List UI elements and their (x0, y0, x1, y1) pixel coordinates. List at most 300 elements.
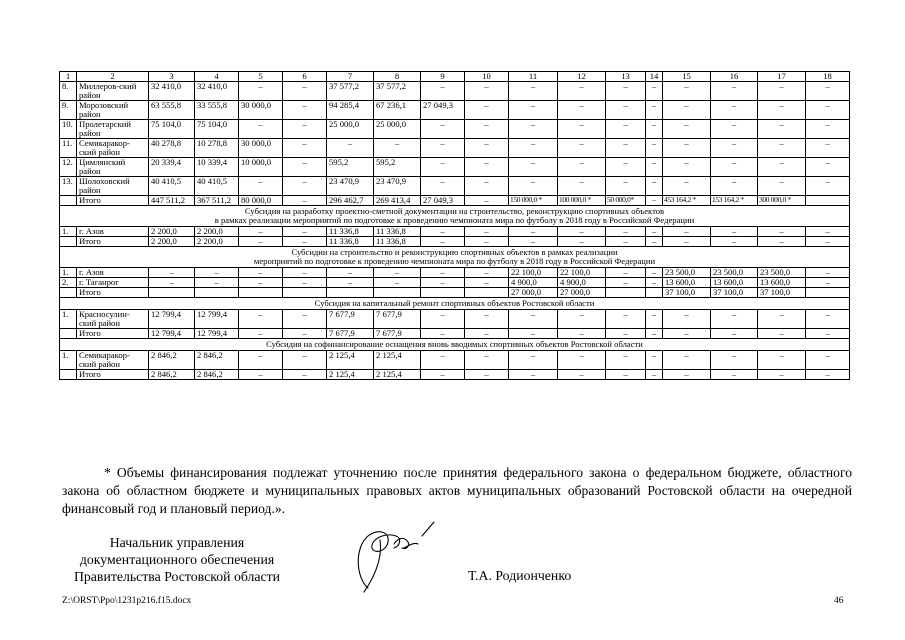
amount-cell: – (283, 278, 327, 288)
section-title (60, 298, 850, 310)
handwritten-signature (338, 518, 448, 598)
amount-cell: – (283, 82, 327, 101)
amount-cell: 10 339,4 (195, 158, 239, 177)
amount-cell: 11 336,8 (374, 227, 421, 237)
amount-cell: – (421, 177, 465, 196)
amount-cell: 22 100,0 (509, 268, 558, 278)
amount-cell: – (646, 268, 663, 278)
amount-cell: 2 200,0 (195, 237, 239, 247)
amount-cell: 296 462,7 (327, 196, 374, 206)
amount-cell: – (663, 82, 711, 101)
amount-cell: – (711, 101, 758, 120)
amount-cell: – (806, 237, 850, 247)
table-row (60, 278, 850, 288)
row-number-cell: 10. (60, 120, 77, 139)
amount-cell: – (558, 139, 606, 158)
amount-cell: 11 336,8 (327, 227, 374, 237)
amount-cell: – (509, 158, 558, 177)
amount-cell: – (465, 237, 509, 247)
amount-cell: – (711, 139, 758, 158)
amount-cell: – (374, 139, 421, 158)
municipality-cell: Итого (77, 329, 149, 339)
municipality-cell: г. Азов (77, 227, 149, 237)
amount-cell: 153 164,2 * (711, 196, 758, 206)
amount-cell: 10 000,0 (239, 158, 283, 177)
amount-cell (283, 288, 327, 298)
amount-cell: 27 000,0 (558, 288, 606, 298)
amount-cell: 94 285,4 (327, 101, 374, 120)
row-number-cell (60, 288, 77, 298)
amount-cell: – (646, 101, 663, 120)
section-title (60, 206, 850, 227)
municipality-cell: Итого (77, 237, 149, 247)
amount-cell: – (663, 158, 711, 177)
amount-cell: – (465, 370, 509, 380)
amount-cell: – (509, 227, 558, 237)
amount-cell: – (606, 139, 646, 158)
column-number: 7 (327, 72, 374, 82)
amount-cell: – (606, 351, 646, 370)
amount-cell: – (239, 278, 283, 288)
amount-cell: – (327, 278, 374, 288)
amount-cell: 20 339,4 (149, 158, 195, 177)
amount-cell: – (646, 196, 663, 206)
page-number: 46 (834, 596, 844, 606)
row-number-cell: 2. (60, 278, 77, 288)
file-path: Z:\ORST\Ppo\1231p216.f15.docx (62, 596, 192, 606)
amount-cell: – (758, 82, 806, 101)
amount-cell: – (711, 237, 758, 247)
amount-cell: – (239, 177, 283, 196)
amount-cell: 32 410,0 (195, 82, 239, 101)
amount-cell: – (663, 351, 711, 370)
amount-cell: – (646, 237, 663, 247)
amount-cell: – (421, 139, 465, 158)
amount-cell: – (327, 139, 374, 158)
table-row (60, 288, 850, 298)
amount-cell (327, 288, 374, 298)
amount-cell: – (421, 278, 465, 288)
amount-cell: – (283, 310, 327, 329)
amount-cell: 37 577,2 (374, 82, 421, 101)
column-number: 18 (806, 72, 850, 82)
amount-cell: 269 413,4 (374, 196, 421, 206)
amount-cell: – (239, 237, 283, 247)
table-row (60, 310, 850, 329)
amount-cell: – (509, 351, 558, 370)
amount-cell (374, 288, 421, 298)
footnote (62, 464, 852, 518)
section-title-row (60, 247, 850, 268)
amount-cell: – (239, 370, 283, 380)
amount-cell: 13 600,0 (663, 278, 711, 288)
amount-cell: 63 555,8 (149, 101, 195, 120)
column-number: 8 (374, 72, 421, 82)
section-title-line: Субсидия на капитальный ремонт спортивных объектов Ростовской области (314, 298, 595, 309)
amount-cell: – (758, 227, 806, 237)
amount-cell: – (283, 101, 327, 120)
amount-cell: 67 236,1 (374, 101, 421, 120)
column-number: 11 (509, 72, 558, 82)
amount-cell: 11 336,8 (374, 237, 421, 247)
table-row (60, 268, 850, 278)
amount-cell: – (465, 177, 509, 196)
amount-cell: 37 577,2 (327, 82, 374, 101)
amount-cell: – (663, 139, 711, 158)
amount-cell: – (663, 101, 711, 120)
amount-cell: – (283, 370, 327, 380)
amount-cell: – (558, 227, 606, 237)
amount-cell: – (806, 310, 850, 329)
amount-cell: – (663, 227, 711, 237)
amount-cell: – (558, 351, 606, 370)
table-row (60, 237, 850, 247)
amount-cell: 12 799,4 (149, 329, 195, 339)
amount-cell: 50 000,0* (606, 196, 646, 206)
amount-cell: – (758, 310, 806, 329)
section-title (60, 339, 850, 351)
amount-cell: – (606, 329, 646, 339)
amount-cell: 7 677,9 (327, 329, 374, 339)
column-number: 6 (283, 72, 327, 82)
amount-cell: 100 000,0 * (558, 196, 606, 206)
amount-cell: – (606, 227, 646, 237)
amount-cell: – (558, 82, 606, 101)
amount-cell: – (374, 268, 421, 278)
amount-cell: – (465, 310, 509, 329)
section-title-line: Субсидия на софинансирование оснащения вновь вводимых спортивных объектов Ростовской области (266, 339, 643, 350)
municipality-cell: Шолоховский район (77, 177, 149, 196)
column-number: 12 (558, 72, 606, 82)
section-title-line: Субсидия на разработку проектно-сметной документации на строительство, реконструкцию спортивных объектов (244, 206, 665, 217)
amount-cell: 23 470,9 (327, 177, 374, 196)
amount-cell: – (806, 351, 850, 370)
amount-cell: – (711, 370, 758, 380)
amount-cell: 2 200,0 (149, 237, 195, 247)
table-row (60, 139, 850, 158)
amount-cell: – (711, 177, 758, 196)
amount-cell: – (465, 278, 509, 288)
amount-cell: 150 000,0 * (509, 196, 558, 206)
amount-cell: – (283, 196, 327, 206)
amount-cell: 2 846,2 (195, 351, 239, 370)
amount-cell: – (711, 158, 758, 177)
row-number-cell: 9. (60, 101, 77, 120)
column-number: 1 (60, 72, 77, 82)
amount-cell: – (711, 351, 758, 370)
section-title-line: Субсидии на строительство и реконструкцию спортивных объектов в рамках реализации (291, 247, 618, 258)
amount-cell: – (663, 310, 711, 329)
signatory-title (62, 534, 292, 585)
column-number: 15 (663, 72, 711, 82)
amount-cell: – (646, 329, 663, 339)
amount-cell: – (606, 268, 646, 278)
table-row (60, 158, 850, 177)
amount-cell: 7 677,9 (374, 329, 421, 339)
amount-cell: 4 900,0 (509, 278, 558, 288)
amount-cell: – (758, 370, 806, 380)
amount-cell: – (239, 351, 283, 370)
section-title-row (60, 339, 850, 351)
amount-cell: – (806, 278, 850, 288)
amount-cell: – (465, 158, 509, 177)
municipality-cell: Морозовский район (77, 101, 149, 120)
amount-cell: – (421, 158, 465, 177)
amount-cell: – (758, 120, 806, 139)
amount-cell: – (374, 278, 421, 288)
amount-cell: 33 555,8 (195, 101, 239, 120)
amount-cell: – (558, 310, 606, 329)
amount-cell: – (646, 139, 663, 158)
amount-cell: – (421, 268, 465, 278)
amount-cell: 2 125,4 (374, 351, 421, 370)
row-number-cell (60, 370, 77, 380)
amount-cell: – (283, 120, 327, 139)
amount-cell: – (327, 268, 374, 278)
amount-cell (646, 288, 663, 298)
amount-cell: – (558, 237, 606, 247)
amount-cell: – (149, 278, 195, 288)
amount-cell: 23 470,9 (374, 177, 421, 196)
municipality-cell: Пролетарский район (77, 120, 149, 139)
amount-cell: – (421, 329, 465, 339)
amount-cell: – (465, 329, 509, 339)
amount-cell: – (421, 310, 465, 329)
amount-cell: – (465, 120, 509, 139)
section-title-line: мероприятий по подготовке к проведению чемпионата мира по футболу в 2018 году в Российской Федерации (253, 256, 656, 267)
row-number-cell (60, 237, 77, 247)
amount-cell: 595,2 (327, 158, 374, 177)
amount-cell: – (509, 120, 558, 139)
amount-cell: 11 336,8 (327, 237, 374, 247)
amount-cell: – (663, 120, 711, 139)
amount-cell: 2 846,2 (149, 370, 195, 380)
amount-cell: – (758, 237, 806, 247)
amount-cell: – (646, 278, 663, 288)
row-number-cell: 8. (60, 82, 77, 101)
municipality-cell: Семикаракор-ский район (77, 139, 149, 158)
row-number-cell: 1. (60, 310, 77, 329)
amount-cell: – (606, 158, 646, 177)
amount-cell: – (239, 120, 283, 139)
amount-cell: – (195, 278, 239, 288)
amount-cell: – (663, 237, 711, 247)
amount-cell: – (465, 227, 509, 237)
amount-cell: 367 511,2 (195, 196, 239, 206)
amount-cell: – (239, 227, 283, 237)
amount-cell: – (758, 177, 806, 196)
table-row (60, 329, 850, 339)
amount-cell: 13 600,0 (758, 278, 806, 288)
amount-cell: 4 900,0 (558, 278, 606, 288)
amount-cell (806, 196, 850, 206)
amount-cell: – (806, 268, 850, 278)
municipality-cell: г. Таганрог (77, 278, 149, 288)
amount-cell: 12 799,4 (149, 310, 195, 329)
amount-cell: – (239, 268, 283, 278)
amount-cell: – (465, 268, 509, 278)
municipality-cell: Цимлянский район (77, 158, 149, 177)
amount-cell: – (239, 310, 283, 329)
amount-cell: 37 100,0 (663, 288, 711, 298)
amount-cell: 7 677,9 (327, 310, 374, 329)
amount-cell: 10 278,8 (195, 139, 239, 158)
amount-cell: – (758, 101, 806, 120)
amount-cell: – (663, 370, 711, 380)
amount-cell: 40 410,5 (149, 177, 195, 196)
amount-cell: – (509, 177, 558, 196)
column-number: 17 (758, 72, 806, 82)
amount-cell: – (663, 329, 711, 339)
amount-cell (239, 288, 283, 298)
amount-cell: 7 677,9 (374, 310, 421, 329)
amount-cell: 447 511,2 (149, 196, 195, 206)
table-header-row (60, 72, 850, 82)
amount-cell: 453 164,2 * (663, 196, 711, 206)
amount-cell: – (606, 101, 646, 120)
amount-cell: – (465, 101, 509, 120)
signatory-title-line-3: Правительства Ростовской области (73, 569, 281, 584)
amount-cell: 2 125,4 (374, 370, 421, 380)
amount-cell: 300 000,0 * (758, 196, 806, 206)
amount-cell: – (195, 268, 239, 278)
amount-cell: – (758, 158, 806, 177)
amount-cell: 2 200,0 (149, 227, 195, 237)
amount-cell: – (283, 227, 327, 237)
amount-cell: – (421, 227, 465, 237)
amount-cell: – (646, 310, 663, 329)
amount-cell: – (806, 177, 850, 196)
row-number-cell: 13. (60, 177, 77, 196)
row-number-cell: 1. (60, 351, 77, 370)
row-number-cell: 1. (60, 268, 77, 278)
amount-cell: – (509, 329, 558, 339)
amount-cell: – (606, 120, 646, 139)
amount-cell: – (806, 139, 850, 158)
amount-cell: – (558, 329, 606, 339)
amount-cell: – (283, 237, 327, 247)
column-number: 2 (77, 72, 149, 82)
column-number: 13 (606, 72, 646, 82)
municipality-cell: г. Азов (77, 268, 149, 278)
financing-table (59, 71, 850, 380)
amount-cell: 2 846,2 (195, 370, 239, 380)
amount-cell: 75 104,0 (149, 120, 195, 139)
row-number-cell (60, 329, 77, 339)
amount-cell: 40 278,8 (149, 139, 195, 158)
row-number-cell (60, 196, 77, 206)
column-number: 9 (421, 72, 465, 82)
amount-cell: 25 000,0 (327, 120, 374, 139)
amount-cell: – (646, 351, 663, 370)
amount-cell: – (806, 82, 850, 101)
table-row (60, 196, 850, 206)
amount-cell: – (558, 177, 606, 196)
amount-cell: 30 000,0 (239, 101, 283, 120)
amount-cell: 80 000,0 (239, 196, 283, 206)
amount-cell: – (421, 120, 465, 139)
amount-cell: – (558, 120, 606, 139)
amount-cell: – (465, 139, 509, 158)
municipality-cell: Итого (77, 370, 149, 380)
amount-cell: – (758, 351, 806, 370)
table-row (60, 227, 850, 237)
amount-cell: 23 500,0 (758, 268, 806, 278)
column-number: 4 (195, 72, 239, 82)
amount-cell: 13 600,0 (711, 278, 758, 288)
amount-cell: 27 000,0 (509, 288, 558, 298)
section-title-line: в рамках реализации мероприятий по подготовке к проведению чемпионата мира по футболу в 2018 году в Российской Федерации (214, 215, 695, 226)
amount-cell: – (758, 139, 806, 158)
amount-cell: 23 500,0 (663, 268, 711, 278)
amount-cell: – (806, 120, 850, 139)
amount-cell: 22 100,0 (558, 268, 606, 278)
amount-cell: – (239, 329, 283, 339)
amount-cell: – (509, 310, 558, 329)
amount-cell: – (465, 351, 509, 370)
amount-cell: – (606, 278, 646, 288)
amount-cell: – (646, 227, 663, 237)
amount-cell: – (646, 177, 663, 196)
amount-cell: – (806, 158, 850, 177)
signatory-title-line-2: документационного обеспечения (79, 552, 275, 567)
municipality-cell: Красносулин-ский район (77, 310, 149, 329)
amount-cell: – (806, 370, 850, 380)
amount-cell: 2 125,4 (327, 370, 374, 380)
amount-cell: – (283, 177, 327, 196)
section-title-row (60, 206, 850, 227)
amount-cell: – (806, 101, 850, 120)
amount-cell: 37 100,0 (758, 288, 806, 298)
amount-cell: – (558, 370, 606, 380)
amount-cell (465, 288, 509, 298)
amount-cell: – (758, 329, 806, 339)
amount-cell: – (606, 82, 646, 101)
column-number: 5 (239, 72, 283, 82)
section-title-row (60, 298, 850, 310)
amount-cell: – (509, 237, 558, 247)
amount-cell: – (421, 351, 465, 370)
amount-cell: – (283, 351, 327, 370)
amount-cell: – (711, 82, 758, 101)
amount-cell: – (711, 310, 758, 329)
amount-cell: – (646, 370, 663, 380)
amount-cell: – (509, 139, 558, 158)
amount-cell: – (711, 329, 758, 339)
signatory-name: Т.А. Родионченко (468, 568, 572, 583)
column-number: 3 (149, 72, 195, 82)
amount-cell (606, 288, 646, 298)
amount-cell: 32 410,0 (149, 82, 195, 101)
amount-cell (421, 288, 465, 298)
amount-cell: – (606, 310, 646, 329)
row-number-cell: 12. (60, 158, 77, 177)
amount-cell: – (646, 82, 663, 101)
municipality-cell: Миллеров-ский район (77, 82, 149, 101)
amount-cell: – (283, 139, 327, 158)
amount-cell: – (558, 101, 606, 120)
amount-cell: – (606, 237, 646, 247)
table-row (60, 120, 850, 139)
amount-cell: – (509, 82, 558, 101)
amount-cell: – (239, 82, 283, 101)
column-number: 16 (711, 72, 758, 82)
amount-cell: 27 049,3 (421, 101, 465, 120)
column-number: 14 (646, 72, 663, 82)
amount-cell: 2 846,2 (149, 351, 195, 370)
municipality-cell: Семикаракор-ский район (77, 351, 149, 370)
table-row (60, 101, 850, 120)
